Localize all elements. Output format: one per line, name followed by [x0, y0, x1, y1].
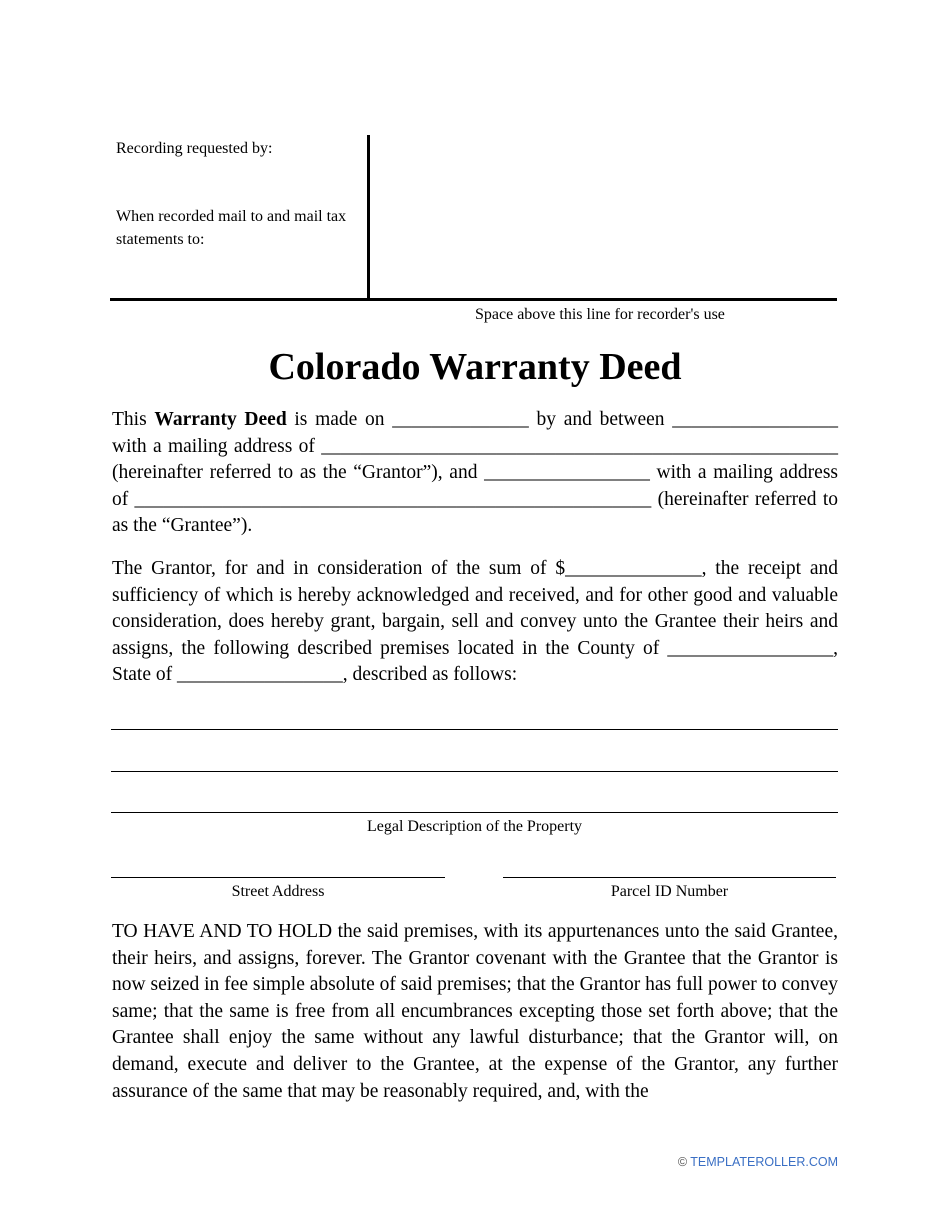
- consideration-paragraph: The Grantor, for and in consideration of the sum of $______________, the receipt and sufficiency of which is hereby acknowledged and received, and for other good and valuable consideration, does hereby grant, bargain, sell and convey unto the Grantee their heirs and assigns, the following described premises located in the County of _________________, State of _________________, described as follows:: [112, 558, 838, 686]
- parcel-id-line[interactable]: [503, 877, 836, 878]
- document-title: Colorado Warranty Deed: [268, 346, 682, 388]
- legal-description-label: Legal Description of the Property: [366, 818, 583, 835]
- legal-description-line-3[interactable]: [111, 812, 838, 813]
- legal-description-line-2[interactable]: [111, 771, 838, 772]
- mail-to-label: When recorded mail to and mail tax statements to:: [116, 208, 347, 248]
- parcel-id-label: Parcel ID Number: [610, 883, 729, 900]
- intro-bold-term: Warranty Deed: [154, 409, 287, 430]
- recording-requested-label: Recording requested by:: [116, 140, 273, 157]
- habendum-paragraph: TO HAVE AND TO HOLD the said premises, with its appurtenances unto the said Grantee, their heirs, and assigns, forever. The Grantor covenant with the Grantee that the Grantor is now seized in fee simple absolute of said premises; that the Grantor has full power to convey same; that the same is free from all encumbrances excepting those set forth above; that the Grantee shall enjoy the same without any lawful disturbance; that the Grantor will, on demand, execute and deliver to the Grantee, at the expense of the Grantor, any further assurance of the same that may be reasonably required, and, with the: [112, 921, 838, 1102]
- recorder-use-note: Space above this line for recorder's use: [475, 306, 725, 323]
- recorder-space-line: [110, 298, 837, 301]
- recording-divider-vertical: [367, 135, 370, 301]
- copyright-symbol: ©: [677, 1155, 688, 1169]
- intro-paragraph: [112, 407, 838, 540]
- footer-credit: [678, 1155, 838, 1169]
- street-address-label: Street Address: [231, 883, 325, 900]
- footer-site-link[interactable]: TEMPLATEROLLER.COM: [690, 1155, 838, 1169]
- legal-description-line-1[interactable]: [111, 729, 838, 730]
- intro-text-start: This: [112, 409, 155, 430]
- intro-text-rest: is made on ______________ by and between _________________ with a mailing address of _____________________________________________________ (hereinafter referred to as the “Grantor”), and _________________ with a mailing address of _____________________________________________________ (hereinafter referred to as the “Grantee”).: [112, 409, 839, 537]
- street-address-line[interactable]: [111, 877, 445, 878]
